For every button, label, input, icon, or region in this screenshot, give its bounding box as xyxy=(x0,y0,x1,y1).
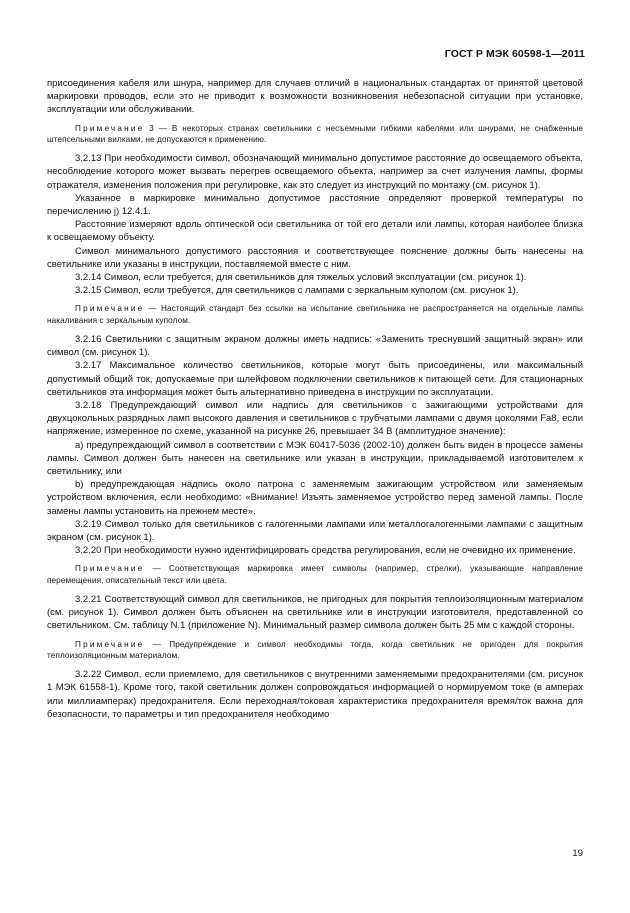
clause-3-2-13-measurement: Расстояние измеряют вдоль оптической оси светильника от той его детали или лампы, которая наиболее близка к освещаемому объекту. xyxy=(47,219,583,244)
clause-3-2-17: 3.2.17 Максимальное количество светильников, которые могут быть присоединены, или максимальный допустимый общий ток, допускаемые при шлейфовом подключении светильников к питающей сети. Для стационарных светильников эта информация может быть альтернативно приведена в инструкции по эксплуатации. xyxy=(47,360,583,398)
clause-3-2-16: 3.2.16 Светильники с защитным экраном должны иметь надпись: «Заменить треснувший защитный экран» или символ (см. рисунок 1). xyxy=(47,334,583,359)
clause-3-2-13-symbol: Символ минимального допустимого расстояния и соответствующее пояснение должны быть нанесены на светильнике или указаны в инструкции, поставляемой вместе с ним. xyxy=(47,245,583,270)
note-3-2-21 xyxy=(47,639,583,663)
note-3 xyxy=(47,123,583,147)
clause-3-2-14: 3.2.14 Символ, если требуется, для светильников для тяжелых условий эксплуатации (см. рисунок 1). xyxy=(75,272,527,284)
clause-3-2-13-verification: Указанное в маркировке минимально допустимое расстояние определяют проверкой температуры по перечислению j) 12.4.1. xyxy=(47,192,583,218)
clause-3-2-18-item-b: b) предупреждающая надпись около патрона с заменяемым зажигающим устройством или заменяемым устройством включения, если необходимо: «Внимание! Изъять заменяемое устройство перед заменой лампы. После замены лампы установить на прежнем месте». xyxy=(47,479,583,517)
note-text: — Соответствующая маркировка имеет символы (например, стрелки), указывающие направление перемещения, описательный текст или цвета. xyxy=(47,564,583,586)
note-3-2-15 xyxy=(47,303,583,327)
note-label: Примечание xyxy=(75,304,145,314)
note-3-2-20 xyxy=(47,563,583,587)
paragraph-continuation: присоединения кабеля или шнура, например для случаев отличий в национальных стандартах от принятой цветовой маркировки проводов, если это не приводит к возможности возникновения небезопасной ситуации при установке, эксплуатации или обслуживании. xyxy=(47,78,583,116)
clause-3-2-15: 3.2.15 Символ, если требуется, для светильников с лампами с зеркальным куполом (см. рисунок 1). xyxy=(75,285,519,297)
document-header: ГОСТ Р МЭК 60598-1—2011 xyxy=(444,48,585,60)
note-label: Примечание xyxy=(75,123,145,133)
clause-3-2-18: 3.2.18 Предупреждающий символ или надпись для светильников с зажигающими устройствами для двухцокольных разрядных ламп высокого давления и светильников с трубчатыми лампами с двумя цоколями Fa8, если напряжение, измеренное по схеме, указанной на рисунке 26, превышает 34 В (амплитудное значение): xyxy=(47,400,583,438)
note-label: Примечание xyxy=(75,639,145,649)
clause-3-2-22: 3.2.22 Символ, если приемлемо, для светильников с внутренними заменяемыми предохранителями (см. рисунок 1 МЭК 61558-1). Кроме того, такой светильник должен сопровождаться информацией о нормируемом токе (в амперах или миллиамперах) предохранителя. Если переходная/токовая характеристика предохранителя время/ток важна для безопасности, то параметры и тип предохранителя необходимо xyxy=(47,669,583,720)
page-number: 19 xyxy=(572,848,583,859)
clause-3-2-19: 3.2.19 Символ только для светильников с галогенными лампами или металлогалогенными лампами с защитным экраном (см. рисунок 1). xyxy=(47,518,583,544)
note-text: 3 — В некоторых странах светильники с несъемными гибкими кабелями или шнурами, не снабженные штепсельными вилками, не допускаются к применению. xyxy=(47,123,583,145)
clause-3-2-13: 3.2.13 При необходимости символ, обозначающий минимально допустимое расстояние до освещаемого объекта, несоблюдение которого может вызвать перегрев освещаемого объекта, например за счет излучения лампы, формы отражателя, изменения положения при регулировке, как это следует из инструкций по монтажу (см. рисунок 1). xyxy=(47,153,583,191)
note-text: — Настоящий стандарт без ссылки на испытание светильника не распространяется на отдельные лампы накаливания с зеркальным куполом. xyxy=(47,304,583,326)
clause-3-2-18-item-a: a) предупреждающий символ в соответствии с МЭК 60417-5036 (2002-10) должен быть виден в процессе замены лампы. Символ должен быть нанесен на светильнике или указан в инструкции, прикладываемой изготовителем к светильнику, или xyxy=(47,439,583,478)
note-text: — Предупреждение и символ необходимы тогда, когда светильник не пригоден для покрытия теплоизоляционным материалом. xyxy=(47,639,583,661)
clause-3-2-21: 3.2.21 Соответствующий символ для светильников, не пригодных для покрытия теплоизоляционным материалом (см. рисунок 1). Символ должен быть объяснен на светильнике или в инструкции изготовителя, представленной со светильником. См. таблицу N.1 (приложение N). Минимальный размер символа должен быть 25 мм с каждой стороны. xyxy=(47,594,583,632)
clause-3-2-20: 3.2.20 При необходимости нужно идентифицировать средства регулирования, если не очевидно их применение. xyxy=(75,545,576,557)
page-body xyxy=(47,77,583,721)
note-label: Примечание xyxy=(75,564,145,574)
